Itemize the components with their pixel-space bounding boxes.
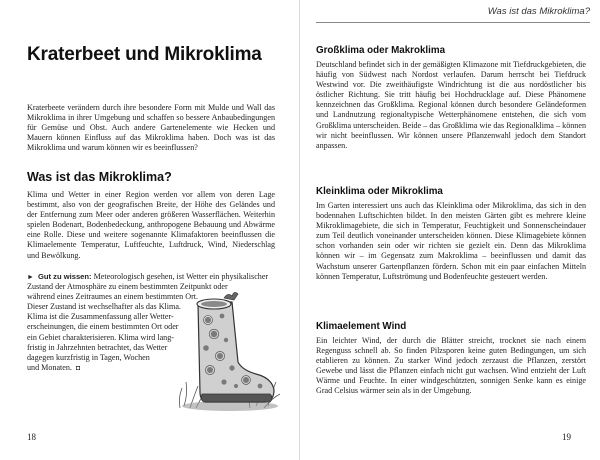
tip-line-text: Meteorologisch gesehen, ist Wetter ein physikalischer (93, 272, 269, 281)
section-paragraph: Klima und Wetter in einer Region werden vor allem von deren Lage bestimmt, also von der geografischen Breite, der Höhe des Geländes und der Entfernung zum Meer oder anderen größeren Wasserflächen. Weiterhin spielen Bodenart, Bodenbedeckung, anthropogene Bebauung und Abwärme eine Rolle. Diese und weitere sogenannte Klimafaktoren beeinflussen die Klimaelemente Temperatur, Luftfeuchte, Luftdruck, Wind, Niederschlag und Bewölkung. (27, 190, 275, 260)
tip-line-text: und Monaten. (27, 362, 72, 372)
page-number: 19 (562, 432, 571, 442)
page-number: 18 (27, 432, 36, 442)
subsection-heading: Großklima oder Makroklima (316, 45, 446, 56)
section-heading: Was ist das Mikroklima? (27, 170, 172, 184)
tip-line: Zustand der Atmosphäre zu einem bestimmten Zeitpunkt oder (27, 282, 228, 292)
tip-line: ein Gebiet charakterisieren. Klima wird lang- (27, 332, 174, 342)
tip-line: fristig in Jahrzehnten betrachtet, das Wetter (27, 342, 168, 352)
chapter-title: Kraterbeet und Mikroklima (27, 44, 262, 65)
tip-line: Klima ist die Zusammenfassung aller Wetter- (27, 312, 174, 322)
tip-line: erscheinungen, die einem bestimmten Ort oder (27, 322, 179, 332)
intro-paragraph: Kraterbeete verändern durch ihre besondere Form mit Mulde und Wall das Mikroklima in ihrer Umgebung und schaffen so bessere Anbaubedingungen für Gemüse und Obst. Auch andere Gartenelemente wie Hecken und Mauern können Einfluss auf das Mikroklima haben. Doch was ist das Mikroklima und warum können wir es beeinflussen? (27, 103, 275, 153)
tip-line: während eines Zeitraumes an einem bestimmten Ort. (27, 292, 199, 302)
tip-line (27, 272, 277, 282)
subsection-paragraph: Deutschland befindet sich in der gemäßigten Klimazone mit Tiefdruckgebieten, die häufig von Südwest nach Nordost verlaufen. Darum herrscht bei Tiefdruck Westwind vor. Die zweithäufigste Windrichtung ist die aus nordöstlicher bis östlicher Richtung. Sie tritt häufig bei Hochdrucklage auf. Diese Phänomene kennzeichnen das Großklima. Regional können durch besondere Geländeformen und Landnutzung regionaltypische Wetterphänomene entstehen, die sich vom Großklima unterscheiden. Beide – das Großklima wie das Regionalklima – können wir nicht beeinflussen. Wir können unsere Pflanzenwahl jedoch dem Standort anpassen. (316, 60, 586, 150)
subsection-paragraph: Im Garten interessiert uns auch das Kleinklima oder Mikroklima, das sich in den bodennahen Luftschichten bildet. In den meisten Gärten gibt es mehrere kleine Mikroklimagebiete, die sich in Temperatur, Feuchtigkeit und Sonnenscheindauer zum Teil deutlich voneinander unterscheiden können. Diese Klimagebiete können schon vorhanden sein oder wir richten sie gezielt ein. Denn das Mikroklima können wir – im Gegensatz zum Makroklima – beeinflussen und damit das Wachstum unserer Gartenpflanzen fördern. Schon mit ein paar einfachen Mitteln können Temperatur, Luftströmung und Bodenfeuchte gesteuert werden. (316, 201, 586, 281)
subsection-paragraph: Ein leichter Wind, der durch die Blätter streicht, trocknet sie nach einem Regenguss schnell ab. So finden Pilzsporen keine guten Bedingungen, um sich etablieren zu können. Zu starker Wind jedoch zerzaust die Pflanzen, zerstört Gewebe und lässt die Pflanzen einfach nicht gut wachsen. Wind entzieht der Luft Wärme und Feuchte. In einer windgeschützten, sonnigen Senke kann es einige Grad Celsius wärmer sein als in der Umgebung. (316, 336, 586, 396)
subsection-heading: Kleinklima oder Mikroklima (316, 186, 443, 197)
rubber-boot-drawing-icon (176, 282, 286, 414)
tip-arrow-icon: ► (27, 273, 34, 281)
tip-label: Gut zu wissen: (37, 272, 92, 281)
tip-line: dagegen kurzfristig in Tagen, Wochen (27, 352, 150, 362)
running-head: Was ist das Mikroklima? (316, 5, 590, 23)
end-mark-icon: ◘ (76, 363, 81, 372)
subsection-heading: Klimaelement Wind (316, 321, 407, 332)
tip-line: Dieser Zustand ist wechselhafter als das Klima. (27, 302, 181, 312)
right-page (300, 0, 600, 460)
